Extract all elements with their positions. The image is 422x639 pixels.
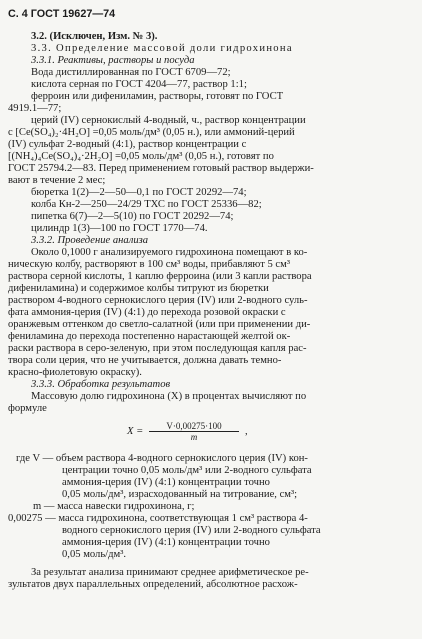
legend-line: 0,00275 — масса гидрохинона, соответствующая 1 см³ раствора 4-	[8, 513, 308, 524]
formula-denominator: m	[190, 432, 198, 442]
formula-tail: ,	[245, 426, 248, 437]
text-line: [(NH₄)₄Ce(SO₄)₄·2H₂O] =0,05 моль/дм³ (0,05 н.), готовят по	[8, 151, 274, 162]
legend-line: аммония-церия (IV) (4:1) концентрации точно	[62, 537, 270, 548]
text-line: вают в течение 2 мес;	[8, 175, 106, 186]
text-line: пипетка 6(7)—2—5(10) по ГОСТ 20292—74;	[31, 211, 234, 222]
text-line: (IV) сульфат 2-водный (4:1), раствор концентрации с	[8, 139, 247, 150]
text-line: с [Ce(SO₄)₂·4H₂O] =0,05 моль/дм³ (0,05 н.), или аммоний-церий	[8, 127, 295, 138]
text-line: колба Кн-2—250—24/29 ТХС по ГОСТ 25336—82;	[31, 199, 262, 210]
formula-numerator: V·0,00275·100	[149, 421, 239, 432]
text-line: ГОСТ 25794.2—83. Перед применением готовый раствор выдержи-	[8, 163, 314, 174]
legend-line: 0,05 моль/дм³.	[62, 549, 127, 560]
text-line: Около 0,1000 г анализируемого гидрохинона помещают в ко-	[31, 247, 308, 258]
legend-line: водного сернокислого церия (IV) или 2-водного сульфата	[62, 525, 321, 536]
text-line: Вода дистиллированная по ГОСТ 6709—72;	[31, 67, 231, 78]
legend-line: центрации точно 0,05 моль/дм³ или 2-водного сульфата	[62, 465, 312, 476]
text-line: кислота серная по ГОСТ 4204—77, раствор 1:1;	[31, 79, 247, 90]
text-line: красно-фиолетовую окраску).	[8, 367, 142, 378]
formula-lhs: X =	[127, 426, 144, 437]
text-line: 4919.1—77;	[8, 103, 62, 114]
text-line: формуле	[8, 403, 47, 414]
text-line: церий (IV) сернокислый 4-водный, ч., раствор концентрации	[31, 115, 306, 126]
text-line: ферроин или дифениламин, растворы, готовят по ГОСТ	[31, 91, 284, 102]
page-header: С. 4 ГОСТ 19627—74	[8, 8, 116, 20]
subsection-3-3-1: 3.3.1. Реактивы, растворы и посуда	[31, 55, 195, 66]
legend-line: аммония-церия (IV) (4:1) концентрации точно	[62, 477, 270, 488]
section-3-2: 3.2. (Исключен, Изм. № 3).	[31, 31, 158, 42]
legend-line: где V — объем раствора 4-водного сернокислого церия (IV) кон-	[16, 453, 308, 464]
text-line: Массовую долю гидрохинона (X) в процентах вычисляют по	[31, 391, 307, 402]
text-line: цилиндр 1(3)—100 по ГОСТ 1770—74.	[31, 223, 208, 234]
text-line: дифениламина) и содержимое колбы титруют из бюретки	[8, 283, 269, 294]
formula-fraction	[149, 421, 239, 442]
subsection-3-3-2: 3.3.2. Проведение анализа	[31, 235, 149, 246]
text-line: раствора серной кислоты, 1 каплю ферроина (или 3 капли раствора	[8, 271, 312, 282]
subsection-3-3-3: 3.3.3. Обработка результатов	[31, 379, 171, 390]
text-line: фениламина до перехода постепенно нарастающей желтой ок-	[8, 331, 291, 342]
legend-line: m — масса навески гидрохинона, г;	[33, 501, 195, 512]
text-line: За результат анализа принимают среднее арифметическое ре-	[31, 567, 309, 578]
text-line: оранжевым оттенком до светло-салатной (или при применении ди-	[8, 319, 311, 330]
text-line: фата аммония-церия (IV) (4:1) до перехода розовой окраски с	[8, 307, 286, 318]
section-3-3-title: 3.3. Определение массовой доли гидрохинона	[31, 43, 293, 54]
text-line: раствором 4-водного сернокислого церия (IV) или 2-водного суль-	[8, 295, 308, 306]
text-line: твора соли церия, что не учитывается, должна давать темно-	[8, 355, 282, 366]
text-line: зультатов двух параллельных определений, абсолютное расхож-	[8, 579, 298, 590]
text-line: ническую колбу, растворяют в 100 см³ воды, прибавляют 5 см³	[8, 259, 291, 270]
text-line: бюретка 1(2)—2—50—0,1 по ГОСТ 20292—74;	[31, 187, 247, 198]
text-line: раски раствора в серо-зеленую, при этом последующая капля рас-	[8, 343, 307, 354]
legend-line: 0,05 моль/дм³, израсходованный на титрование, см³;	[62, 489, 298, 500]
